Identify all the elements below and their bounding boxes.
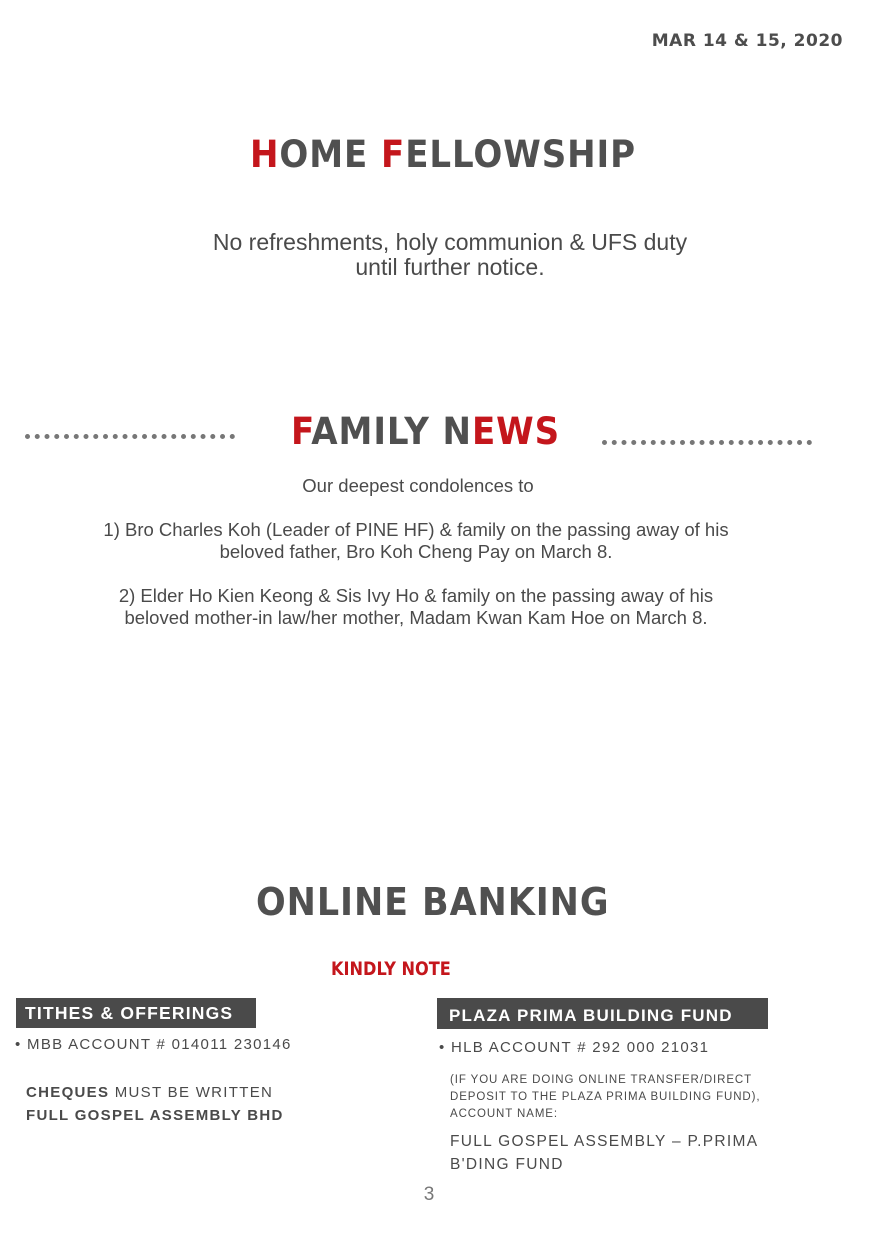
building-fund-account-number: • HLB ACCOUNT # 292 000 21031 [439,1039,710,1056]
home-fellowship-notice [0,230,871,280]
building-fund-account-name [450,1130,810,1176]
note-line: ACCOUNT NAME: [450,1108,558,1120]
cheques-line [26,1081,284,1104]
condolence-item [0,585,832,629]
title-text: ELLOWSHIP [405,133,636,176]
title-initial: H [250,133,280,176]
condolence-line: beloved father, Bro Koh Cheng Pay on March 8. [219,541,613,562]
notice-line: No refreshments, holy communion & UFS duty [212,229,688,255]
condolences-intro: Our deepest condolences to [302,475,534,496]
bulletin-date: MAR 14 & 15, 2020 [651,31,843,51]
account-name-line: FULL GOSPEL ASSEMBLY – P.PRIMA [450,1133,759,1150]
home-fellowship-title [250,133,636,176]
note-line: DEPOSIT TO THE PLAZA PRIMA BUILDING FUND), [450,1091,761,1103]
cheques-instruction [26,1081,284,1127]
title-initial: F [291,410,312,453]
condolence-line: 2) Elder Ho Kien Keong & Sis Ivy Ho & family on the passing away of his [118,585,714,606]
title-accent: EWS [471,410,561,453]
title-text: OME [279,133,382,176]
online-banking-title: ONLINE BANKING [256,880,610,924]
kindly-note-label: KINDLY NOTE [331,958,451,980]
dotted-divider-left [25,434,235,439]
cheques-bold: CHEQUES [26,1084,110,1101]
note-line: (IF YOU ARE DOING ONLINE TRANSFER/DIRECT [450,1074,753,1086]
condolence-item [0,519,832,563]
account-name-line: B'DING FUND [450,1156,564,1173]
tithes-header: TITHES & OFFERINGS [16,998,256,1028]
condolence-line: beloved mother-in law/her mother, Madam Kwan Kam Hoe on March 8. [124,607,708,628]
tithes-account-number: • MBB ACCOUNT # 014011 230146 [15,1036,292,1053]
cheques-payee: FULL GOSPEL ASSEMBLY BHD [26,1107,284,1124]
page-number: 3 [423,1184,435,1205]
family-news-title [291,410,560,453]
dotted-divider-right [602,440,812,445]
building-fund-note [450,1072,810,1123]
cheques-rest: MUST BE WRITTEN [109,1084,274,1101]
notice-line: until further notice. [355,254,545,280]
title-initial: F [381,133,406,176]
building-fund-header: PLAZA PRIMA BUILDING FUND [437,998,768,1029]
title-text: AMILY N [311,410,472,453]
condolence-line: 1) Bro Charles Koh (Leader of PINE HF) & family on the passing away of his [103,519,729,540]
